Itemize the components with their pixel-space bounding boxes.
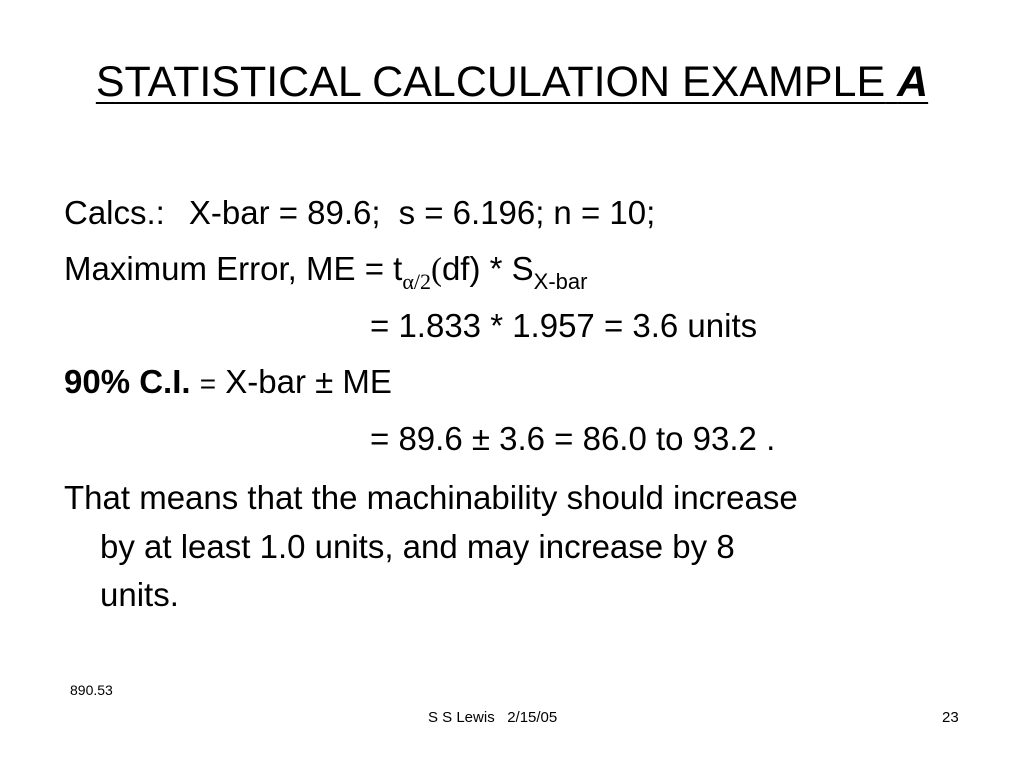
ci-result-line: = 89.6 ± 3.6 = 86.0 to 93.2 .	[370, 420, 776, 457]
slide-id: 890.53	[70, 682, 113, 698]
footer-author-date: S S Lewis 2/15/05	[428, 709, 558, 726]
s-xbar-subscript: X-bar	[533, 269, 588, 294]
calcs-n: n = 10;	[553, 194, 656, 231]
ci-label: 90% C.I.	[64, 363, 191, 400]
conclusion-line-1: That means that the machinability should increase	[64, 479, 798, 516]
max-error-df: df) * S	[441, 250, 534, 287]
slide-title-text: STATISTICAL CALCULATION EXAMPLE	[95, 58, 886, 106]
page-number: 23	[942, 709, 959, 726]
calcs-s: s = 6.196;	[398, 194, 545, 231]
calcs-line	[64, 193, 655, 233]
ci-equals: =	[199, 368, 217, 399]
max-error-line	[64, 249, 587, 293]
me-result-line: = 1.833 * 1.957 = 3.6 units	[370, 307, 758, 344]
conclusion-line-3: units.	[100, 576, 179, 613]
calcs-xbar: X-bar = 89.6;	[188, 194, 381, 231]
max-error-prefix: Maximum Error, ME = t	[64, 250, 403, 287]
conclusion-line-2: by at least 1.0 units, and may increase by 8	[100, 528, 735, 565]
slide-title-letter: A	[897, 58, 929, 106]
alpha-half-subscript: α/2	[402, 269, 431, 294]
slide-title	[0, 56, 1024, 108]
open-paren: (	[430, 252, 442, 288]
calcs-label: Calcs.:	[64, 194, 165, 231]
ci-line	[64, 362, 392, 404]
ci-expression: X-bar ± ME	[216, 363, 392, 400]
